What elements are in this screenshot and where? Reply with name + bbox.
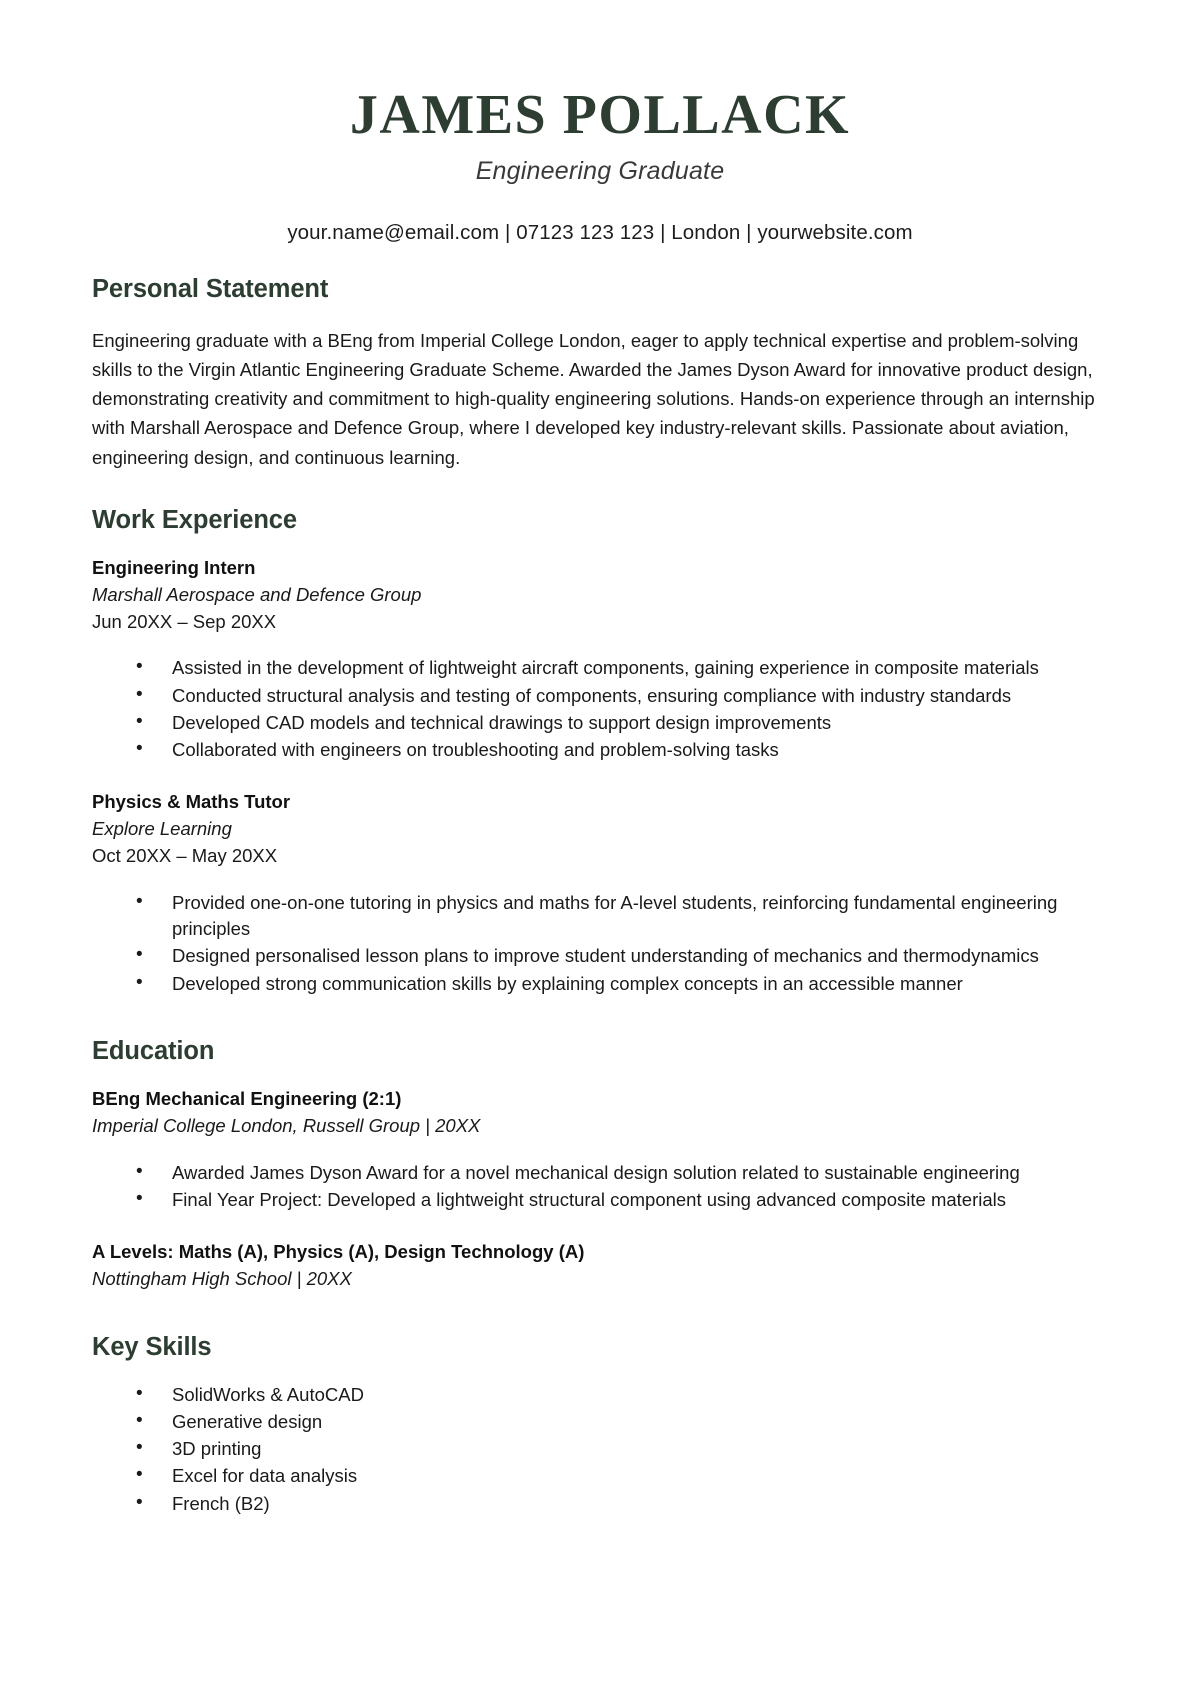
section-heading-education: Education [92,1036,215,1065]
list-item: • Awarded James Dyson Award for a novel mechanical design solution related to sustainable engineering [136,1160,1108,1186]
key-skills-bullets [92,1382,1108,1517]
list-item: • French (B2) [136,1491,1108,1517]
list-item: • Developed strong communication skills by explaining complex concepts in an accessible manner [136,971,1108,997]
list-item: • 3D printing [136,1436,1108,1462]
section-personal-statement [92,275,1108,472]
education-entry-bullets [92,1160,1108,1214]
education-entry-title: A Levels: Maths (A), Physics (A), Design Technology (A) [92,1241,585,1263]
list-item: • Collaborated with engineers on troubleshooting and problem-solving tasks [136,737,1108,763]
section-heading-work-experience: Work Experience [92,505,297,534]
list-item: • Generative design [136,1409,1108,1435]
work-entry-title: Physics & Maths Tutor [92,791,291,813]
candidate-name: JAMES POLLACK [349,84,851,146]
section-key-skills [92,1333,1108,1517]
section-education [92,1037,1108,1293]
work-entry-title: Engineering Intern [92,556,256,578]
work-entry-bullets [92,655,1108,763]
list-item: • Final Year Project: Developed a lightweight structural component using advanced composite materials [136,1187,1108,1213]
work-entry [92,555,1108,764]
work-entry-bullets [92,890,1108,997]
cv-header [92,0,1108,245]
list-item: • Conducted structural analysis and testing of components, ensuring compliance with industry standards [136,683,1108,709]
work-entry-dates: Jun 20XX – Sep 20XX [92,610,277,632]
candidate-job-title: Engineering Graduate [475,156,725,185]
list-item: • Developed CAD models and technical drawings to support design improvements [136,710,1108,736]
work-entry-dates: Oct 20XX – May 20XX [92,845,278,867]
section-heading-personal-statement: Personal Statement [92,274,329,303]
education-entry-organisation: Nottingham High School | 20XX [92,1267,352,1289]
education-entry-organisation: Imperial College London, Russell Group | 20XX [92,1114,481,1136]
work-entry-organisation: Marshall Aerospace and Defence Group [92,583,422,605]
work-entry-organisation: Explore Learning [92,818,232,840]
list-item: • Provided one-on-one tutoring in physics and maths for A-level students, reinforcing fundamental engineering principles [136,890,1108,943]
education-entry [92,1239,1108,1293]
contact-line: your.name@email.com | 07123 123 123 | London | yourwebsite.com [287,220,913,244]
section-work-experience [92,506,1108,997]
education-entry-title: BEng Mechanical Engineering (2:1) [92,1087,402,1109]
list-item: • Designed personalised lesson plans to improve student understanding of mechanics and thermodynamics [136,943,1108,969]
personal-statement-text: Engineering graduate with a BEng from Imperial College London, eager to apply technical expertise and problem-solving skills to the Virgin Atlantic Engineering Graduate Scheme. Awarded the James Dyson Award for innovative product design, demonstrating creativity and commitment to high-quality engineering solutions. Hands-on experience through an internship with Marshall Aerospace and Defence Group, where I developed key industry-relevant skills. Passionate about aviation, engineering design, and continuous learning. [92,329,1095,468]
education-entry [92,1086,1108,1213]
list-item: • SolidWorks & AutoCAD [136,1382,1108,1408]
list-item: • Excel for data analysis [136,1463,1108,1489]
list-item: • Assisted in the development of lightweight aircraft components, gaining experience in composite materials [136,655,1108,681]
section-heading-key-skills: Key Skills [92,1332,212,1361]
work-entry [92,789,1108,997]
